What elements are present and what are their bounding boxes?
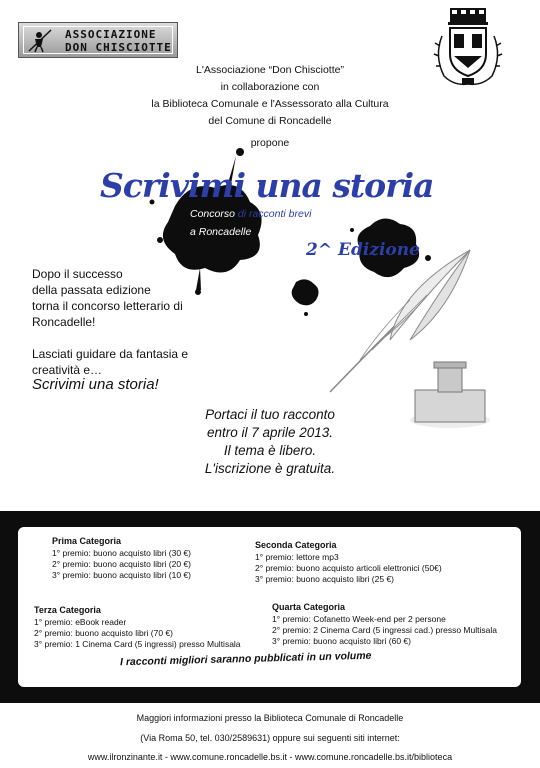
contest-subtitle: a Roncadelle <box>190 226 252 238</box>
submission-line: L'iscrizione è gratuita. <box>204 461 336 476</box>
submission-line: entro il 7 aprile 2013. <box>206 425 334 440</box>
intro-line: la Biblioteca Comunale e l'Assessorato alla Cultura <box>151 98 389 110</box>
don-quixote-icon <box>27 27 53 53</box>
intro-paragraph-line: creatività e… <box>32 363 103 377</box>
logo-line2: DON CHISCIOTTE <box>65 41 172 54</box>
call-to-action: Scrivimi una storia! <box>32 376 159 393</box>
intro-line: L'Associazione “Don Chisciotte” <box>196 64 344 76</box>
association-logo <box>18 22 178 58</box>
submission-line: Portaci il tuo racconto <box>205 407 335 422</box>
intro-line: del Comune di Roncadelle <box>208 115 332 127</box>
prize-line: 2° premio: buono acquisto articoli elettronici (50€) <box>255 563 442 573</box>
footer-line: (Via Roma 50, tel. 030/2589631) oppure sui seguenti siti internet: <box>140 733 400 743</box>
prize-line: 1° premio: lettore mp3 <box>255 552 339 562</box>
intro-paragraph-line: Lasciati guidare da fantasia e <box>32 347 189 361</box>
prize-line: 2° premio: buono acquisto libri (70 €) <box>34 628 174 638</box>
contest-subtitle: Concorso di racconti brevi <box>190 208 312 220</box>
intro-paragraph-line: Dopo il successo <box>32 267 123 281</box>
category-title: Prima Categoria <box>52 536 122 546</box>
intro-line: in collaborazione con <box>220 81 320 93</box>
intro-line: propone <box>250 137 290 149</box>
footer-line: Maggiori informazioni presso la Biblioteca Comunale di Roncadelle <box>136 713 404 723</box>
intro-paragraph-line: della passata edizione <box>32 283 151 297</box>
category-title: Terza Categoria <box>34 605 101 615</box>
prize-line: 2° premio: buono acquisto libri (20 €) <box>52 559 192 569</box>
prize-line: 2° premio: 2 Cinema Card (5 ingressi cad.) presso Multisala <box>272 625 497 635</box>
prize-line: 3° premio: 1 Cinema Card (5 ingressi) presso Multisala <box>34 639 241 649</box>
footer-links: www.ilronzinante.it - www.comune.roncadelle.bs.it - www.comune.roncadelle.bs.it/biblioteca <box>87 752 453 762</box>
contest-title: Scrivimi una storia <box>100 166 434 205</box>
category-title: Quarta Categoria <box>272 602 346 612</box>
ink-splat-icon <box>292 279 319 316</box>
category-title: Seconda Categoria <box>255 540 337 550</box>
intro-paragraph-line: Roncadelle! <box>32 315 96 329</box>
logo-line1: ASSOCIAZIONE <box>65 28 157 41</box>
publication-note: I racconti migliori saranno pubblicati in un volume <box>119 649 372 669</box>
edition-label: 2^ Edizione <box>306 240 420 260</box>
prize-line: 3° premio: buono acquisto libri (60 €) <box>272 636 412 646</box>
submission-line: Il tema è libero. <box>223 443 317 458</box>
prize-line: 1° premio: buono acquisto libri (30 €) <box>52 548 192 558</box>
prize-line: 1° premio: Cofanetto Week-end per 2 persone <box>272 614 446 624</box>
prize-line: 3° premio: buono acquisto libri (10 €) <box>52 570 192 580</box>
prize-line: 1° premio: eBook reader <box>34 617 127 627</box>
intro-paragraph-line: torna il concorso letterario di <box>32 299 183 313</box>
prize-line: 3° premio: buono acquisto libri (25 €) <box>255 574 395 584</box>
